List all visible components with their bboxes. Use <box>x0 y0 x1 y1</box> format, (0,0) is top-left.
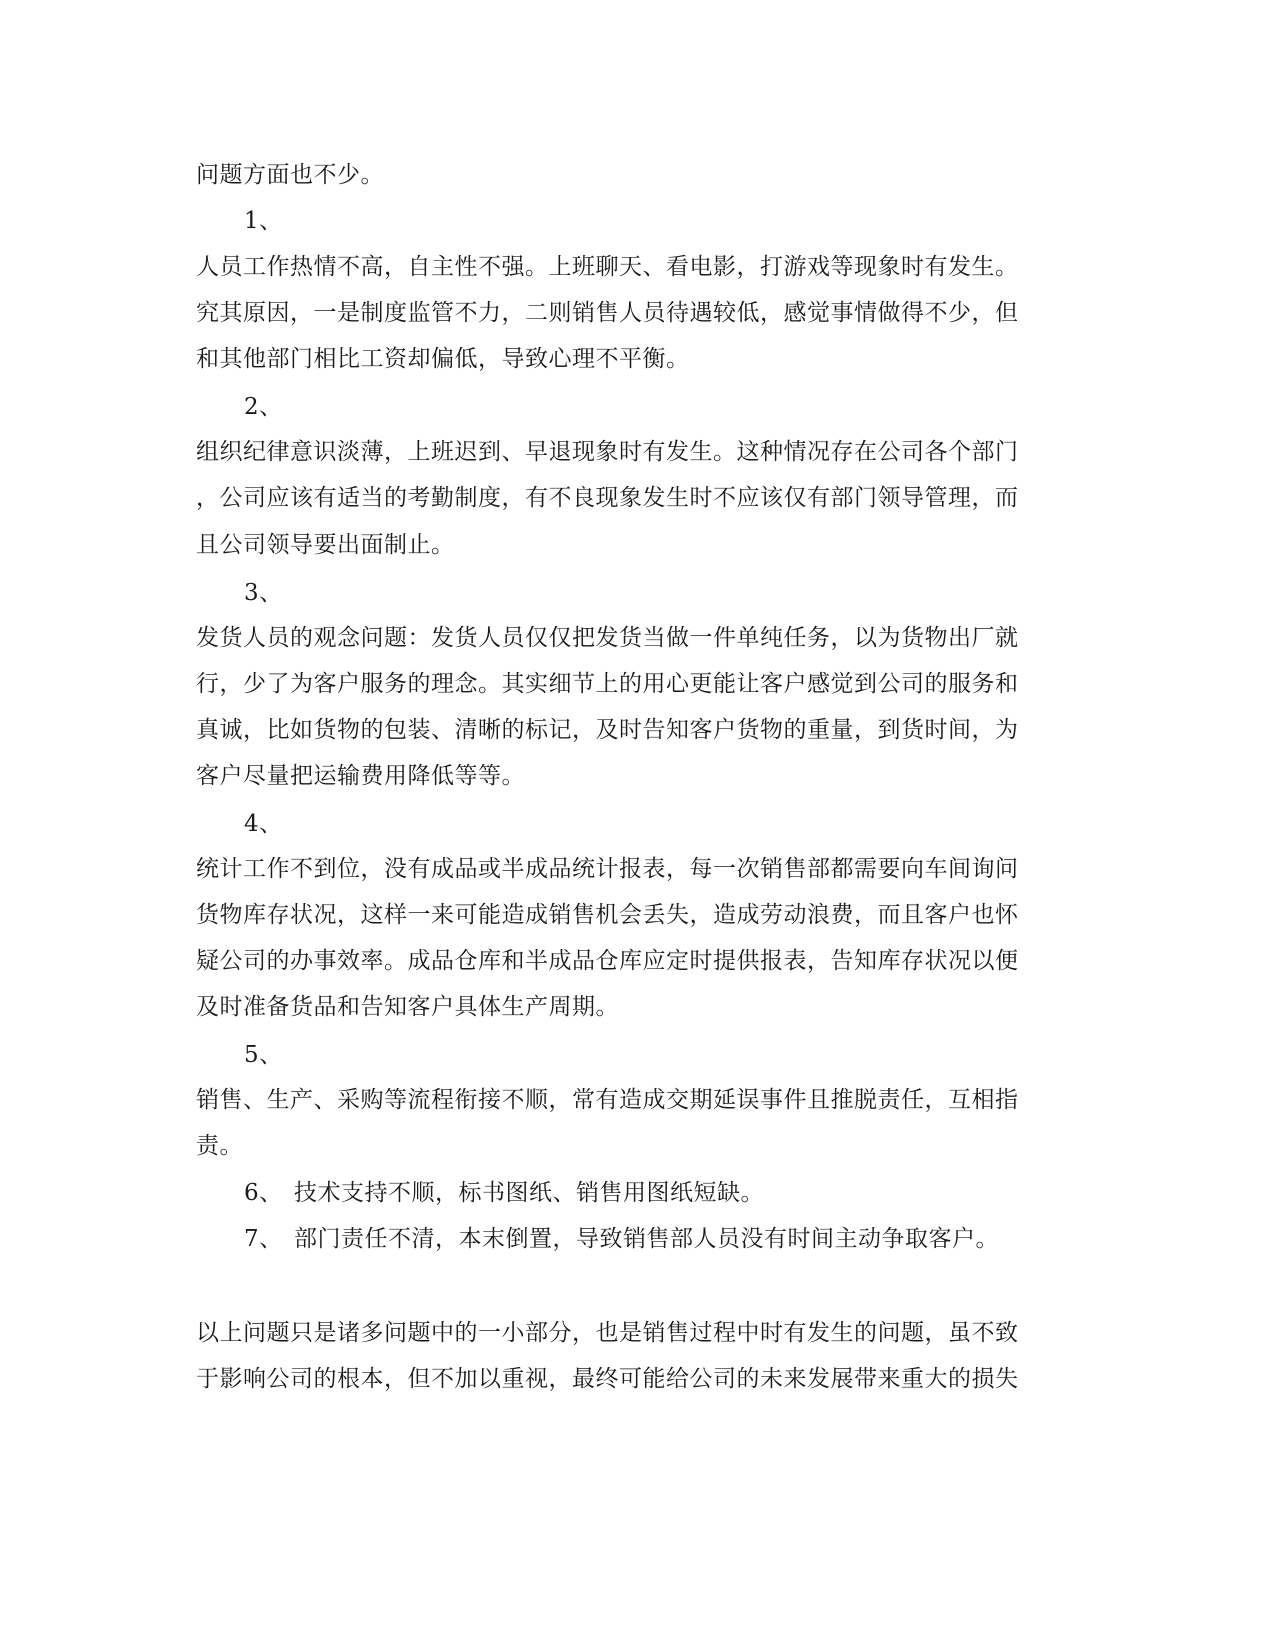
item-text-line: 疑公司的办事效率。成品仓库和半成品仓库应定时提供报表，告知库存状况以便 <box>196 948 1019 974</box>
item-number: 7、 <box>244 1226 283 1252</box>
inline-item <box>244 1224 1124 1254</box>
item-text-line: 和其他部门相比工资却偏低，导致心理不平衡。 <box>196 346 690 372</box>
conclusion-line: 以上问题只是诸多问题中的一小部分，也是销售过程中时有发生的问题，虽不致 <box>196 1320 1019 1346</box>
item-text-line: 货物库存状况，这样一来可能造成销售机会丢失，造成劳动浪费，而且客户也怀 <box>196 902 1019 928</box>
item-text-line: 责。 <box>196 1133 243 1159</box>
item-text-line: 究其原因，一是制度监管不力，二则销售人员待遇较低，感觉事情做得不少，但 <box>196 300 1019 326</box>
item-text-line: ，公司应该有适当的考勤制度，有不良现象发生时不应该仅有部门领导管理，而 <box>196 485 1019 511</box>
item-text-line: 组织纪律意识淡薄，上班迟到、早退现象时有发生。这种情况存在公司各个部门 <box>196 439 1019 465</box>
item-number: 4、 <box>244 811 283 837</box>
item-text-line: 真诚，比如货物的包装、清晰的标记，及时告知客户货物的重量，到货时间，为 <box>196 717 1019 743</box>
item-number: 6、 <box>244 1180 283 1206</box>
item-number: 3、 <box>244 580 283 606</box>
inline-item <box>244 1178 1124 1208</box>
item-text: 技术支持不顺，标书图纸、销售用图纸短缺。 <box>294 1180 764 1206</box>
item-text-line: 行，少了为客户服务的理念。其实细节上的用心更能让客户感觉到公司的服务和 <box>196 671 1019 697</box>
item-text-line: 销售、生产、采购等流程衔接不顺，常有造成交期延误事件且推脱责任，互相指 <box>196 1087 1019 1113</box>
conclusion-line: 于影响公司的根本，但不加以重视，最终可能给公司的未来发展带来重大的损失 <box>196 1366 1019 1392</box>
item-text-line: 人员工作热情不高，自主性不强。上班聊天、看电影，打游戏等现象时有发生。 <box>196 254 1019 280</box>
item-text-line: 客户尽量把运输费用降低等等。 <box>196 763 525 789</box>
item-number: 5、 <box>244 1042 283 1068</box>
item-text-line: 统计工作不到位，没有成品或半成品统计报表，每一次销售部都需要向车间询问 <box>196 856 1019 882</box>
intro-text: 问题方面也不少。 <box>196 162 384 188</box>
item-text-line: 且公司领导要出面制止。 <box>196 532 455 558</box>
item-text-line: 及时准备货品和告知客户具体生产周期。 <box>196 994 619 1020</box>
item-text-line: 发货人员的观念问题：发货人员仅仅把发货当做一件单纯任务，以为货物出厂就 <box>196 625 1019 651</box>
item-text: 部门责任不清，本末倒置，导致销售部人员没有时间主动争取客户。 <box>294 1226 999 1252</box>
item-number: 2、 <box>244 394 283 420</box>
item-number: 1、 <box>244 208 283 234</box>
